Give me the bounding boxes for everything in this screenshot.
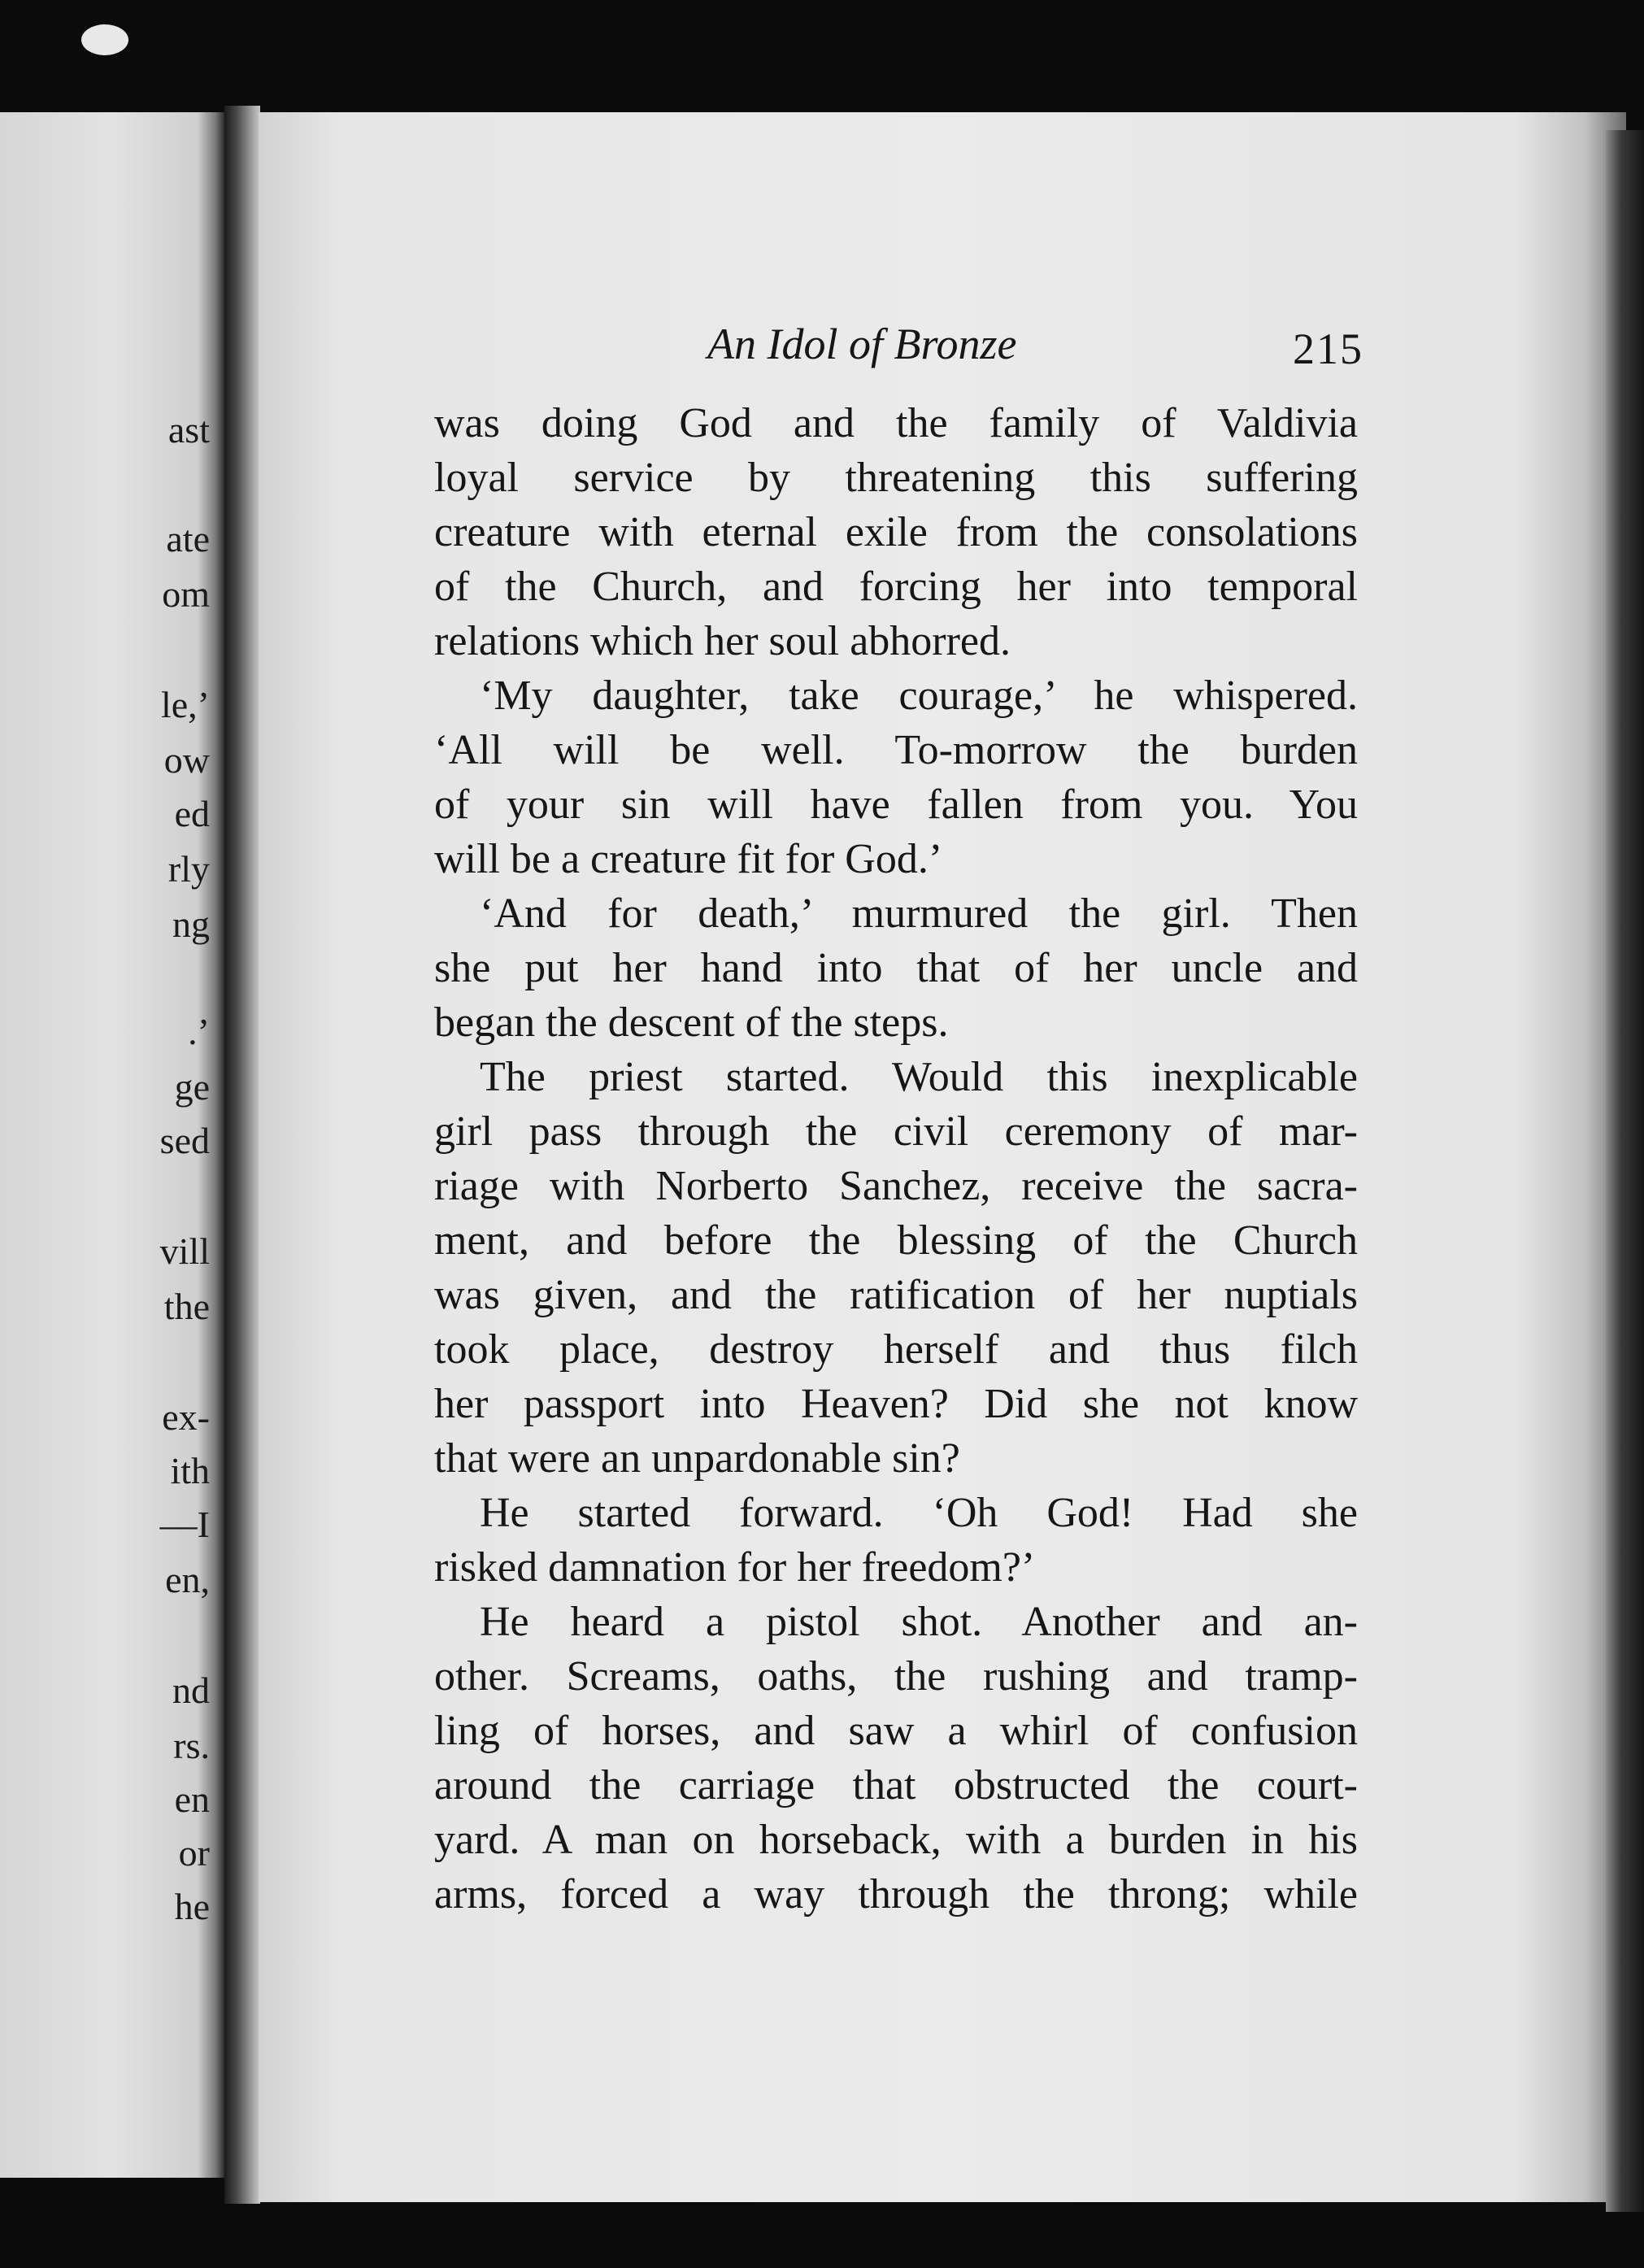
text-line: yard. A man on horseback, with a burden in his [434, 1817, 1358, 1863]
text-line: will be a creature fit for God.’ [434, 836, 943, 882]
left-page-fragment: rly [167, 848, 210, 890]
text-line: that were an unpardonable sin? [434, 1435, 960, 1482]
left-page-fragment: —I [159, 1504, 210, 1545]
text-line: risked damnation for her freedom?’ [434, 1544, 1036, 1591]
text-line: of the Church, and forcing her into temporal [434, 564, 1358, 610]
text-line: relations which her soul abhorred. [434, 618, 1011, 664]
text-line: ‘My daughter, take courage,’ he whispered. [480, 673, 1358, 719]
text-line: He heard a pistol shot. Another and an- [480, 1599, 1358, 1645]
left-page-fragment: ge [174, 1066, 210, 1108]
text-line: she put her hand into that of her uncle and [434, 945, 1358, 991]
text-line: ‘And for death,’ murmured the girl. Then [480, 890, 1358, 937]
left-page-fragment: the [163, 1286, 210, 1327]
text-line: The priest started. Would this inexplicable [480, 1054, 1358, 1100]
scan-speck [81, 24, 128, 55]
left-page-fragment: ast [167, 409, 210, 451]
text-line: was doing God and the family of Valdivia [434, 400, 1358, 446]
left-page-fragment: .’ [188, 1011, 210, 1052]
text-line: riage with Norberto Sanchez, receive the sacra- [434, 1163, 1358, 1209]
left-page-fragment: ed [174, 793, 210, 834]
text-line: arms, forced a way through the throng; while [434, 1871, 1358, 1918]
left-page-fragment: rs. [173, 1725, 210, 1766]
page-edge-shadow [1606, 130, 1644, 2212]
text-line: ling of horses, and saw a whirl of confusion [434, 1708, 1358, 1754]
left-page-fragment: en, [165, 1559, 210, 1600]
text-line: around the carriage that obstructed the court- [434, 1762, 1358, 1809]
left-page [0, 112, 224, 2178]
left-page-fragment: ng [172, 903, 210, 945]
left-page-fragment: vill [159, 1230, 210, 1272]
left-page-fragment: or [178, 1832, 210, 1874]
left-page-fragment: le,’ [160, 684, 210, 725]
text-line: other. Screams, oaths, the rushing and tramp- [434, 1653, 1358, 1700]
left-page-fragment: om [162, 573, 210, 615]
left-page-fragment: en [174, 1778, 210, 1820]
text-line: took place, destroy herself and thus filch [434, 1326, 1358, 1373]
text-line: He started forward. ‘Oh God! Had she [480, 1490, 1358, 1536]
running-head: An Idol of Bronze [707, 320, 1017, 368]
left-page-fragment: nd [172, 1669, 210, 1711]
left-page-fragment: ow [163, 739, 210, 781]
text-line: ment, and before the blessing of the Church [434, 1217, 1358, 1264]
left-page-fragment: ate [166, 518, 210, 559]
text-line: loyal service by threatening this suffering [434, 455, 1358, 501]
left-page-fragment: ex- [162, 1396, 210, 1438]
left-page-fragment: ith [170, 1450, 210, 1491]
text-line: ‘All will be well. To-morrow the burden [434, 727, 1358, 773]
text-line: began the descent of the steps. [434, 999, 949, 1046]
text-line: girl pass through the civil ceremony of mar- [434, 1108, 1358, 1155]
text-line: her passport into Heaven? Did she not know [434, 1381, 1358, 1427]
left-page-fragment: he [174, 1886, 210, 1927]
left-page-fragment: sed [159, 1120, 210, 1161]
page-number: 215 [1293, 324, 1363, 373]
book-gutter [224, 106, 260, 2204]
text-line: was given, and the ratification of her nuptials [434, 1272, 1358, 1318]
text-line: of your sin will have fallen from you. You [434, 781, 1358, 828]
text-line: creature with eternal exile from the consolations [434, 509, 1358, 555]
